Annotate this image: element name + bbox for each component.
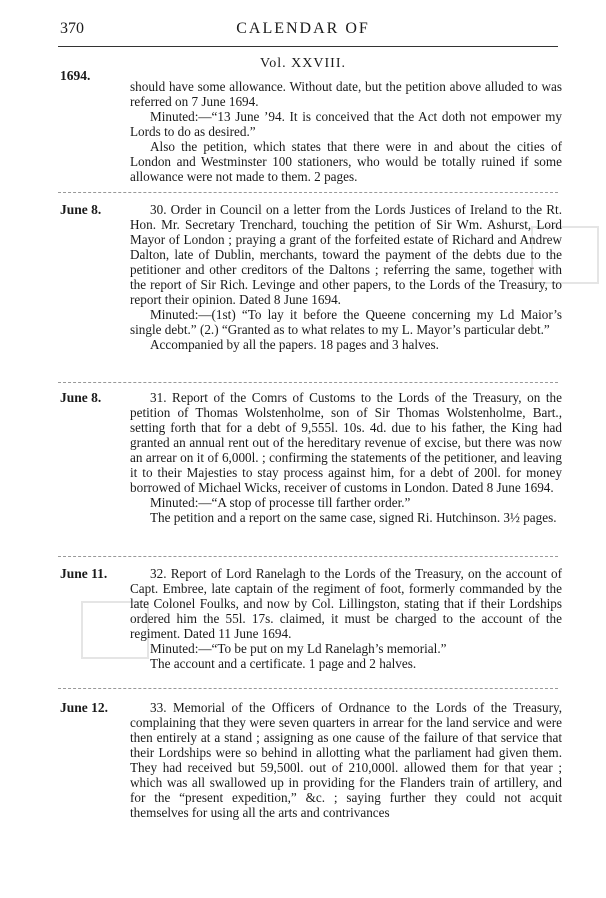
- entry-30: [130, 202, 562, 352]
- entry-date: June 11.: [60, 566, 108, 581]
- entry-paragraph: 31. Report of the Comrs of Customs to the Lords of the Treasury, on the petition of Thomas Wolstenholme, son of Sir Thomas Wolstenholme, Bart., setting forth that for a debt of 9,555l. 10s. 4d. due to his father, the King had granted an annual rent out of the hereditary revenue of excise, but there was now an arrear on it of 6,000l. ; confirming the statements of the petitioner, and leaving it to their Majesties to stay process against him, for a debt of 200l. for money borrowed of Michael Wicks, receiver of customs in London. Dated 8 June 1694.: [130, 390, 562, 495]
- minute-paragraph: Minuted:—(1st) “To lay it before the Queene concerning my Ld Maior’s single debt.” (2.) “Granted as to what relates to my L. Mayor’s particular debt.”: [130, 307, 562, 337]
- entry-33: [130, 700, 562, 820]
- page-number: 370: [60, 20, 84, 37]
- entry-paragraph: 30. Order in Council on a letter from the Lords Justices of Ireland to the Rt. Hon. Mr. Secretary Trenchard, touching the petition of Sir Wm. Ashurst, Lord Mayor of London ; praying a grant of the forfeited estate of Richard and Andrew Dalton, late of Dublin, merchants, toward the payment of the debts due to the petitioner and other creditors of the Daltons ; referring the same, together with the report of Sir Rich. Levinge and other papers, to the Lords of the Treasury, to report their opinion. Dated 8 June 1694.: [130, 202, 562, 307]
- entry-separator: [58, 192, 558, 193]
- entry-paragraph: 32. Report of Lord Ranelagh to the Lords of the Treasury, on the account of Capt. Embree, late captain of the regiment of foot, formerly commanded by the late Colonel Foulks, and now by Col. Lillingston, stating that if their Lordships ordered him the 55l. 17s. claimed, it must be charged to the account of the regiment. Dated 11 June 1694.: [130, 566, 562, 641]
- entry-paragraph: The petition and a report on the same case, signed Ri. Hutchinson. 3½ pages.: [150, 510, 557, 525]
- year-note: 1694.: [60, 68, 91, 83]
- entry-paragraph: should have some allowance. Without date, but the petition above alluded to was referred on 7 June 1694.: [130, 79, 562, 109]
- entry-32: [130, 566, 562, 671]
- entry-31: [130, 390, 562, 525]
- entry-continuation: [130, 79, 562, 184]
- entry-date: June 8.: [60, 390, 102, 405]
- minute-paragraph: Minuted:—“To be put on my Ld Ranelagh’s memorial.”: [150, 641, 447, 656]
- header-rule: [58, 46, 558, 47]
- entry-date: June 12.: [60, 700, 109, 715]
- entry-paragraph: 33. Memorial of the Officers of Ordnance to the Lords of the Treasury, complaining that they were seven quarters in arrear for the land service and were then entirely at a stand ; assigning as one cause of the failure of that service that their Lordships were so behind in allotting what the parliament had given them. They had received but 59,500l. out of 210,000l. allowed them for that year ; which was all swallowed up in providing for the Flanders train of artillery, and for the “present expedition,” &c. ; saying further they could not acquit themselves for using all the arts and contrivances: [130, 700, 562, 820]
- volume-label: Vol. XXVIII.: [259, 56, 346, 71]
- entry-separator: [58, 556, 558, 557]
- entry-paragraph: Also the petition, which states that there were in and about the cities of London and Westminster 100 stationers, who would be totally ruined if some allowance were not made to them. 2 pages.: [130, 139, 562, 184]
- library-stamp-icon: [80, 600, 150, 660]
- minute-paragraph: Minuted:—“13 June ’94. It is conceived that the Act doth not empower my Lords to do as desired.”: [130, 109, 562, 139]
- entry-date: June 8.: [60, 202, 102, 217]
- entry-separator: [58, 382, 558, 383]
- library-stamp-icon: [530, 225, 600, 285]
- entry-paragraph: The account and a certificate. 1 page and 2 halves.: [150, 656, 417, 671]
- minute-paragraph: Minuted:—“A stop of processe till farther order.”: [150, 495, 411, 510]
- entry-paragraph: Accompanied by all the papers. 18 pages and 3 halves.: [150, 337, 439, 352]
- running-head: CALENDAR OF: [236, 20, 370, 37]
- entry-separator: [58, 688, 558, 689]
